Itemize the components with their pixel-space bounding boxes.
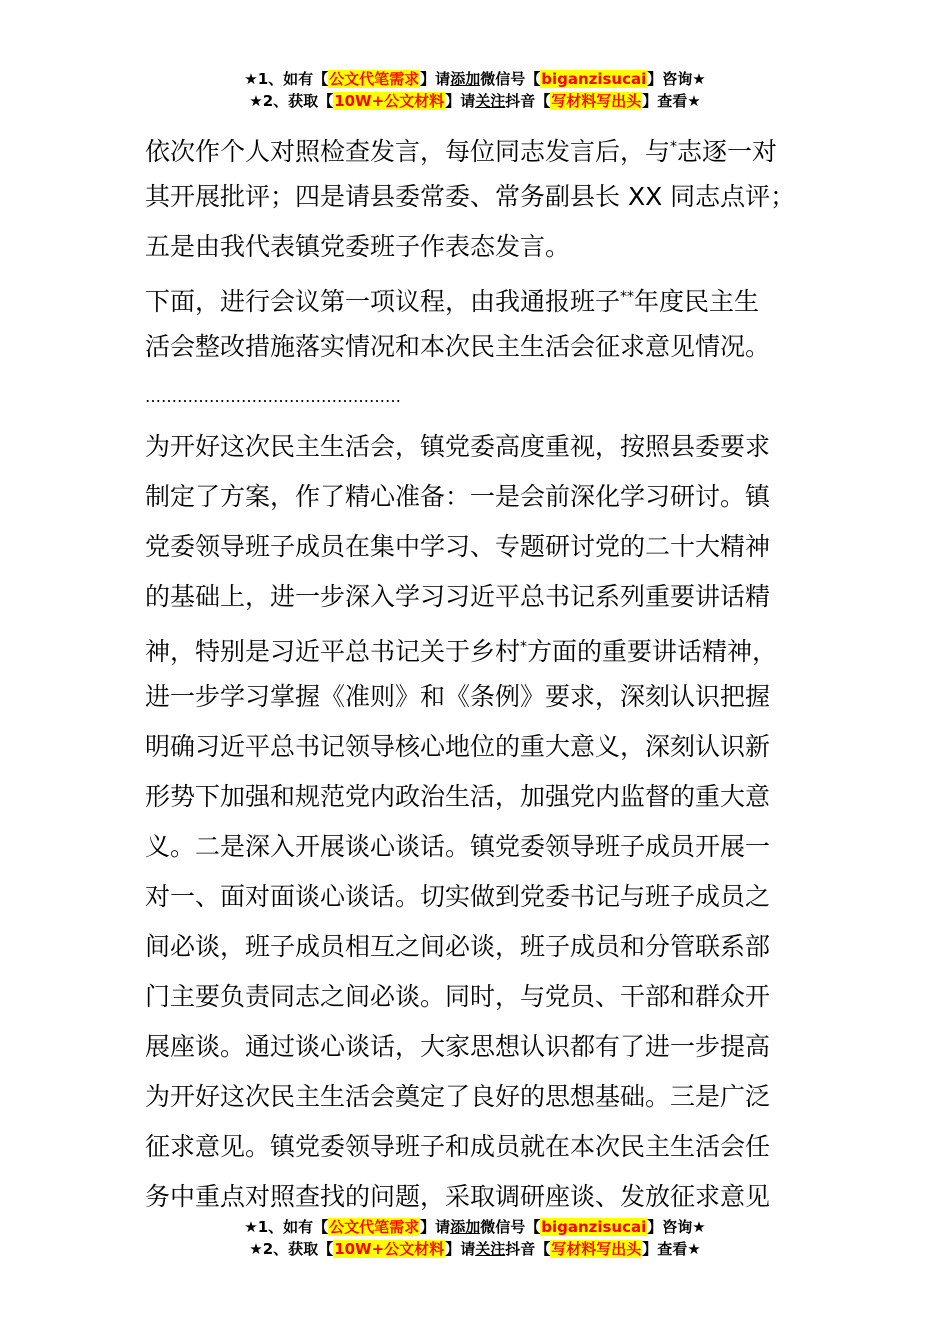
banner-line-follow bbox=[0, 90, 950, 112]
text-line: 征求意见。镇党委领导班子和成员就在本次民主生活会任 bbox=[145, 1132, 771, 1161]
text-run: 神，特别是习近平总书记关于乡村 bbox=[145, 637, 521, 666]
banner-douyin-id: 写材料写出头 bbox=[551, 92, 642, 110]
text-line: 制定了方案，作了精心准备：一是会前深化学习研讨。镇 bbox=[145, 482, 771, 511]
banner-text: 】咨询★ bbox=[647, 70, 706, 88]
banner-text: 微信号【 bbox=[480, 1218, 541, 1236]
text-line: 为开好这次民主生活会奠定了良好的思想基础。三是广泛 bbox=[145, 1082, 771, 1111]
text-line: 明确习近平总书记领导核心地位的重大意义，深刻认识新 bbox=[145, 732, 771, 761]
banner-douyin-id: 写材料写出头 bbox=[551, 1240, 642, 1258]
text-line: 为开好这次民主生活会，镇党委高度重视，按照县委要求 bbox=[145, 432, 771, 461]
banner-underline: 添加 bbox=[450, 1218, 481, 1236]
text-run: 依次作个人对照检查发言，每位同志发言后，与 bbox=[145, 137, 671, 166]
banner-text: 】查看★ bbox=[642, 1240, 701, 1258]
ellipsis-line: ………………………………………… bbox=[145, 387, 401, 406]
header-banner bbox=[0, 68, 950, 112]
banner-text: ★2、获取【 bbox=[249, 1240, 334, 1258]
text-run: * bbox=[670, 139, 678, 155]
banner-text: ★2、获取【 bbox=[249, 92, 334, 110]
banner-highlight: 公文代笔需求 bbox=[329, 1218, 420, 1236]
banner-text: 】请 bbox=[445, 1240, 476, 1258]
text-line: 形势下加强和规范党内政治生活，加强党内监督的重大意 bbox=[145, 782, 771, 811]
text-line bbox=[145, 122, 810, 172]
footer-banner bbox=[0, 1216, 950, 1260]
text-line: 间必谈，班子成员相互之间必谈，班子成员和分管联系部 bbox=[145, 932, 771, 961]
banner-text: 抖音【 bbox=[505, 92, 551, 110]
banner-text: 】查看★ bbox=[642, 92, 701, 110]
text-line: 五是由我代表镇党委班子作表态发言。 bbox=[145, 232, 571, 261]
banner-text: 】请 bbox=[420, 1218, 451, 1236]
text-run: ** bbox=[620, 289, 635, 305]
text-line: 义。二是深入开展谈心谈话。镇党委领导班子成员开展一 bbox=[145, 832, 771, 861]
banner-line-consult bbox=[0, 1216, 950, 1238]
text-line: 对一、面对面谈心谈话。切实做到党委书记与班子成员之 bbox=[145, 882, 771, 911]
text-run: 下面，进行会议第一项议程，由我通报班子 bbox=[145, 287, 621, 316]
text-line: 党委领导班子成员在集中学习、专题研讨党的二十大精神 bbox=[145, 532, 771, 561]
banner-text: ★1、如有【 bbox=[244, 70, 329, 88]
text-run: 方面的重要讲话精神， bbox=[527, 637, 778, 666]
banner-highlight: 公文代笔需求 bbox=[329, 70, 420, 88]
text-line: 的基础上，进一步深入学习习近平总书记系列重要讲话精 bbox=[145, 582, 771, 611]
text-line bbox=[145, 272, 810, 322]
banner-highlight: 10W+公文材料 bbox=[334, 1240, 445, 1258]
banner-text: 抖音【 bbox=[505, 1240, 551, 1258]
text-line: 务中重点对照查找的问题，采取调研座谈、发放征求意见 bbox=[145, 1182, 771, 1211]
text-line: 活会整改措施落实情况和本次民主生活会征求意见情况。 bbox=[145, 332, 771, 361]
text-run: 年度民主生 bbox=[634, 287, 760, 316]
banner-wechat-id: biganzisucai bbox=[541, 1218, 647, 1236]
banner-text: ★1、如有【 bbox=[244, 1218, 329, 1236]
banner-line-consult bbox=[0, 68, 950, 90]
banner-underline: 关注 bbox=[475, 92, 506, 110]
text-line: 展座谈。通过谈心谈话，大家思想认识都有了进一步提高 bbox=[145, 1032, 771, 1061]
text-run: 志逐一对 bbox=[677, 137, 778, 166]
banner-wechat-id: biganzisucai bbox=[541, 70, 647, 88]
banner-underline: 关注 bbox=[475, 1240, 506, 1258]
text-run: * bbox=[520, 639, 528, 655]
banner-underline: 添加 bbox=[450, 70, 481, 88]
banner-text: 】咨询★ bbox=[647, 1218, 706, 1236]
banner-highlight: 10W+公文材料 bbox=[334, 92, 445, 110]
text-line: 其开展批评；四是请县委常委、常务副县长 XX 同志点评； bbox=[145, 182, 796, 211]
banner-text: 】请 bbox=[445, 92, 476, 110]
document-body bbox=[145, 122, 810, 1222]
banner-text: 】请 bbox=[420, 70, 451, 88]
banner-line-follow bbox=[0, 1238, 950, 1260]
text-line: 进一步学习掌握《准则》和《条例》要求，深刻认识把握 bbox=[145, 682, 771, 711]
banner-text: 微信号【 bbox=[480, 70, 541, 88]
text-line bbox=[145, 622, 810, 672]
text-line: 门主要负责同志之间必谈。同时，与党员、干部和群众开 bbox=[145, 982, 771, 1011]
